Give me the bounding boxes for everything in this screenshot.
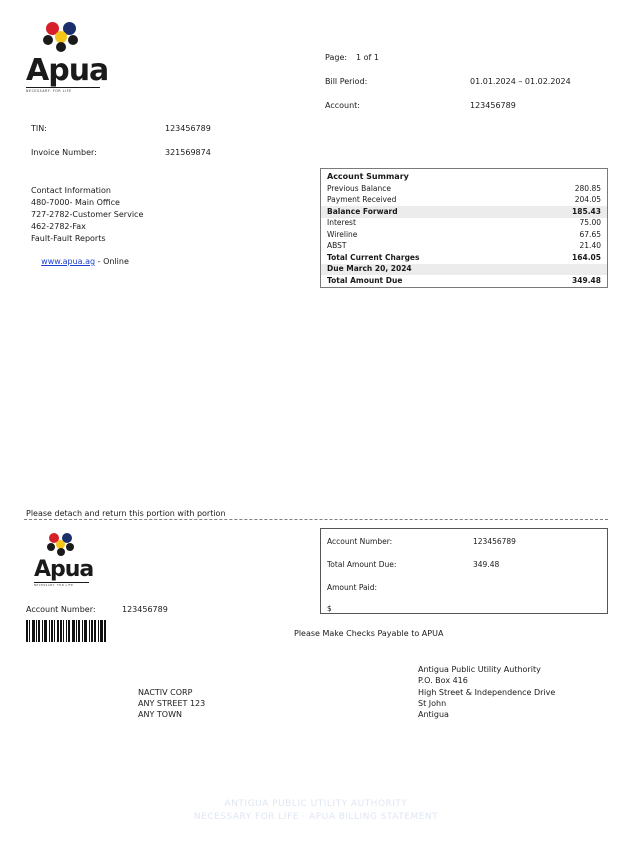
summary-row-label: Due March 20, 2024 bbox=[327, 264, 412, 273]
barcode bbox=[26, 620, 106, 642]
page-label: Page: bbox=[325, 53, 348, 62]
remit-to-line-5: Antigua bbox=[418, 710, 449, 719]
checks-payable-notice: Please Make Checks Payable to APUA bbox=[294, 629, 444, 638]
summary-row-amount: 204.05 bbox=[574, 195, 601, 204]
detach-divider bbox=[24, 519, 608, 520]
summary-row bbox=[321, 229, 607, 241]
website-suffix: - Online bbox=[95, 257, 129, 266]
remit-to-line-3: High Street & Independence Drive bbox=[418, 688, 556, 697]
summary-row-label: Balance Forward bbox=[327, 206, 398, 216]
invoice-number-label: Invoice Number: bbox=[31, 148, 97, 157]
apua-logo-wordmark: Apua bbox=[26, 53, 109, 88]
footer-watermark bbox=[0, 798, 632, 824]
account-summary-box bbox=[320, 168, 608, 288]
summary-row-amount: 185.43 bbox=[572, 206, 601, 216]
account-label: Account: bbox=[325, 101, 360, 110]
tin-value: 123456789 bbox=[165, 124, 211, 133]
summary-row bbox=[321, 206, 607, 218]
apua-logo-tagline-stub: NECESSARY. FOR LIFE bbox=[34, 584, 74, 587]
summary-row-due-date bbox=[321, 264, 607, 276]
contact-line-3: 462-2782-Fax bbox=[31, 222, 86, 231]
summary-row-amount: 75.00 bbox=[579, 218, 601, 227]
stub-box-total-due-value: 349.48 bbox=[473, 560, 500, 569]
account-summary-title: Account Summary bbox=[327, 172, 409, 181]
summary-row bbox=[321, 195, 607, 207]
logo-underline-stub bbox=[34, 582, 89, 583]
summary-row bbox=[321, 252, 607, 264]
stub-box-amount-paid-label: Amount Paid: bbox=[327, 583, 378, 592]
bill-period-label: Bill Period: bbox=[325, 77, 368, 86]
remit-to-line-2: P.O. Box 416 bbox=[418, 676, 468, 685]
remit-from-line-1: NACTIV CORP bbox=[138, 688, 193, 697]
summary-row-label: Previous Balance bbox=[327, 183, 391, 193]
invoice-number-value: 321569874 bbox=[165, 148, 211, 157]
tin-label: TIN: bbox=[31, 124, 47, 133]
account-summary-rows bbox=[321, 183, 607, 287]
stub-box-account-value: 123456789 bbox=[473, 537, 516, 546]
contact-info-title: Contact Information bbox=[31, 186, 111, 195]
summary-row-label: Wireline bbox=[327, 229, 358, 239]
summary-row-total bbox=[321, 275, 607, 287]
contact-line-4: Fault-Fault Reports bbox=[31, 234, 106, 243]
summary-row-label: Total Amount Due bbox=[327, 275, 403, 285]
apua-logo-tagline: NECESSARY. FOR LIFE bbox=[26, 89, 72, 93]
contact-line-1: 480-7000- Main Office bbox=[31, 198, 120, 207]
stub-account-number-value: 123456789 bbox=[122, 605, 168, 614]
watermark-line-2: NECESSARY FOR LIFE · APUA BILLING STATEMENT bbox=[193, 812, 439, 822]
apua-logo-wordmark-stub: Apua bbox=[34, 557, 94, 582]
summary-row-amount: 164.05 bbox=[572, 252, 601, 262]
remit-from-line-3: ANY TOWN bbox=[138, 710, 182, 719]
summary-row-label: Interest bbox=[327, 218, 356, 227]
remit-to-line-4: St John bbox=[418, 699, 447, 708]
apua-logo-stub bbox=[34, 533, 114, 587]
apua-logo-mark-icon bbox=[30, 22, 96, 56]
page-value: 1 of 1 bbox=[356, 53, 379, 62]
stub-account-number-label: Account Number: bbox=[26, 605, 96, 614]
summary-row-amount: 21.40 bbox=[579, 241, 601, 250]
stub-box-account-label: Account Number: bbox=[327, 537, 393, 546]
account-value: 123456789 bbox=[470, 101, 516, 110]
watermark-line-1: ANTIGUA PUBLIC UTILITY AUTHORITY bbox=[224, 799, 408, 809]
summary-row-label: Payment Received bbox=[327, 195, 397, 204]
remit-to-line-1: Antigua Public Utility Authority bbox=[418, 665, 541, 674]
payment-stub-box bbox=[320, 528, 608, 614]
summary-row bbox=[321, 241, 607, 253]
remit-from-line-2: ANY STREET 123 bbox=[138, 699, 206, 708]
contact-website-row bbox=[31, 245, 129, 278]
summary-row bbox=[321, 218, 607, 230]
apua-logo-top bbox=[26, 22, 109, 93]
amount-paid-currency-symbol: $ bbox=[327, 604, 332, 613]
summary-row-amount: 280.85 bbox=[574, 183, 601, 193]
stub-box-total-due-label: Total Amount Due: bbox=[327, 560, 397, 569]
summary-row-amount: 67.65 bbox=[579, 229, 601, 239]
summary-row-label: ABST bbox=[327, 241, 347, 250]
apua-logo-mark-icon-stub bbox=[37, 533, 87, 559]
bill-period-value: 01.01.2024 – 01.02.2024 bbox=[470, 77, 571, 86]
contact-line-2: 727-2782-Customer Service bbox=[31, 210, 144, 219]
summary-row-label: Total Current Charges bbox=[327, 252, 420, 262]
amount-paid-input[interactable] bbox=[335, 601, 601, 613]
summary-row bbox=[321, 183, 607, 195]
summary-row-amount: 349.48 bbox=[572, 275, 601, 285]
website-link[interactable]: www.apua.ag bbox=[41, 257, 96, 266]
detach-notice: Please detach and return this portion with portion bbox=[26, 509, 226, 518]
